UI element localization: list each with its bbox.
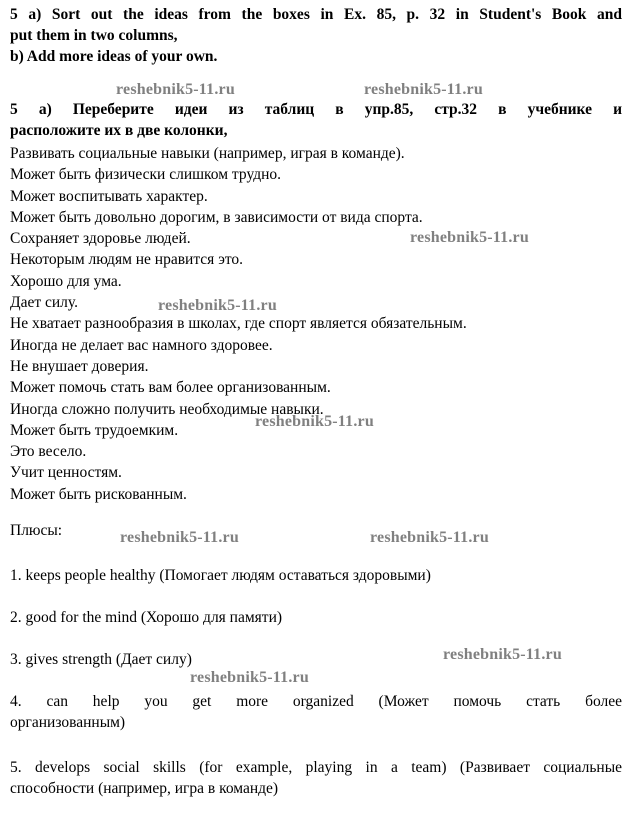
ideas-list [10, 143, 622, 505]
idea-item: Хорошо для ума. [10, 272, 122, 290]
idea-item: Может быть физически слишком трудно. [10, 166, 282, 184]
idea-item: Может быть трудоемким. [10, 421, 179, 439]
idea-item: Учит ценностям. [10, 464, 122, 482]
idea-item: Дает силу. [10, 294, 78, 312]
idea-item: Иногда сложно получить необходимые навыки. [10, 400, 324, 418]
pros-item-4-line-1 [10, 691, 622, 712]
idea-item: Не хватает разнообразия в школах, где спорт является обязательным. [10, 315, 467, 333]
idea-item: Это весело. [10, 443, 87, 461]
watermark: reshebnik5-11.ru [158, 297, 277, 314]
idea-item: Некоторым людям не нравится это. [10, 251, 244, 269]
task-en-line-1: 5 a) Sort out the ideas from the boxes in Ex. 85, p. 32 in Student's Book and [10, 6, 622, 23]
idea-item: Сохраняет здоровье людей. [10, 230, 191, 248]
idea-item: Иногда не делает вас намного здоровее. [10, 336, 273, 354]
pros-item-2: 2. good for the mind (Хорошо для памяти) [10, 609, 283, 626]
pros-item-5-line-1 [10, 757, 622, 778]
pros-item-1: 1. keeps people healthy (Помогает людям оставаться здоровыми) [10, 567, 431, 584]
idea-item: Не внушает доверия. [10, 357, 149, 375]
pros-item-5-line-2: способности (например, игра в команде) [10, 780, 279, 797]
watermark: reshebnik5-11.ru [120, 529, 239, 546]
idea-item: Может быть довольно дорогим, в зависимости от вида спорта. [10, 208, 423, 226]
task-ru-line-2: расположите их в две колонки, [10, 122, 228, 139]
watermark: reshebnik5-11.ru [443, 646, 562, 663]
pros-item-4-line-2: организованным) [10, 714, 126, 731]
task-ru-line-1: 5 а) Переберите идеи из таблиц в упр.85, стр.32 в учебнике и [10, 101, 622, 118]
task-en-line-2: put them in two columns, [10, 27, 178, 44]
watermark: reshebnik5-11.ru [190, 669, 309, 686]
watermark: reshebnik5-11.ru [410, 229, 529, 246]
idea-item: Развивать социальные навыки (например, играя в команде). [10, 145, 405, 162]
watermark: reshebnik5-11.ru [364, 81, 483, 98]
task-en-line-3: b) Add more ideas of your own. [10, 48, 218, 65]
watermark: reshebnik5-11.ru [255, 413, 374, 430]
watermark: reshebnik5-11.ru [370, 529, 489, 546]
idea-item: Может воспитывать характер. [10, 187, 208, 205]
idea-item: Может помочь стать вам более организованным. [10, 379, 331, 397]
watermark: reshebnik5-11.ru [116, 81, 235, 98]
pros-item-5-text: 5. develops social skills (for example, playing in a team) (Развивает социальные [10, 759, 622, 776]
idea-item: Может быть рискованным. [10, 485, 187, 503]
pros-item-3: 3. gives strength (Дает силу) [10, 651, 192, 668]
pros-heading: Плюсы: [10, 522, 63, 539]
pros-item-4-text: 4. can help you get more organized (Может помочь стать более [10, 693, 622, 710]
